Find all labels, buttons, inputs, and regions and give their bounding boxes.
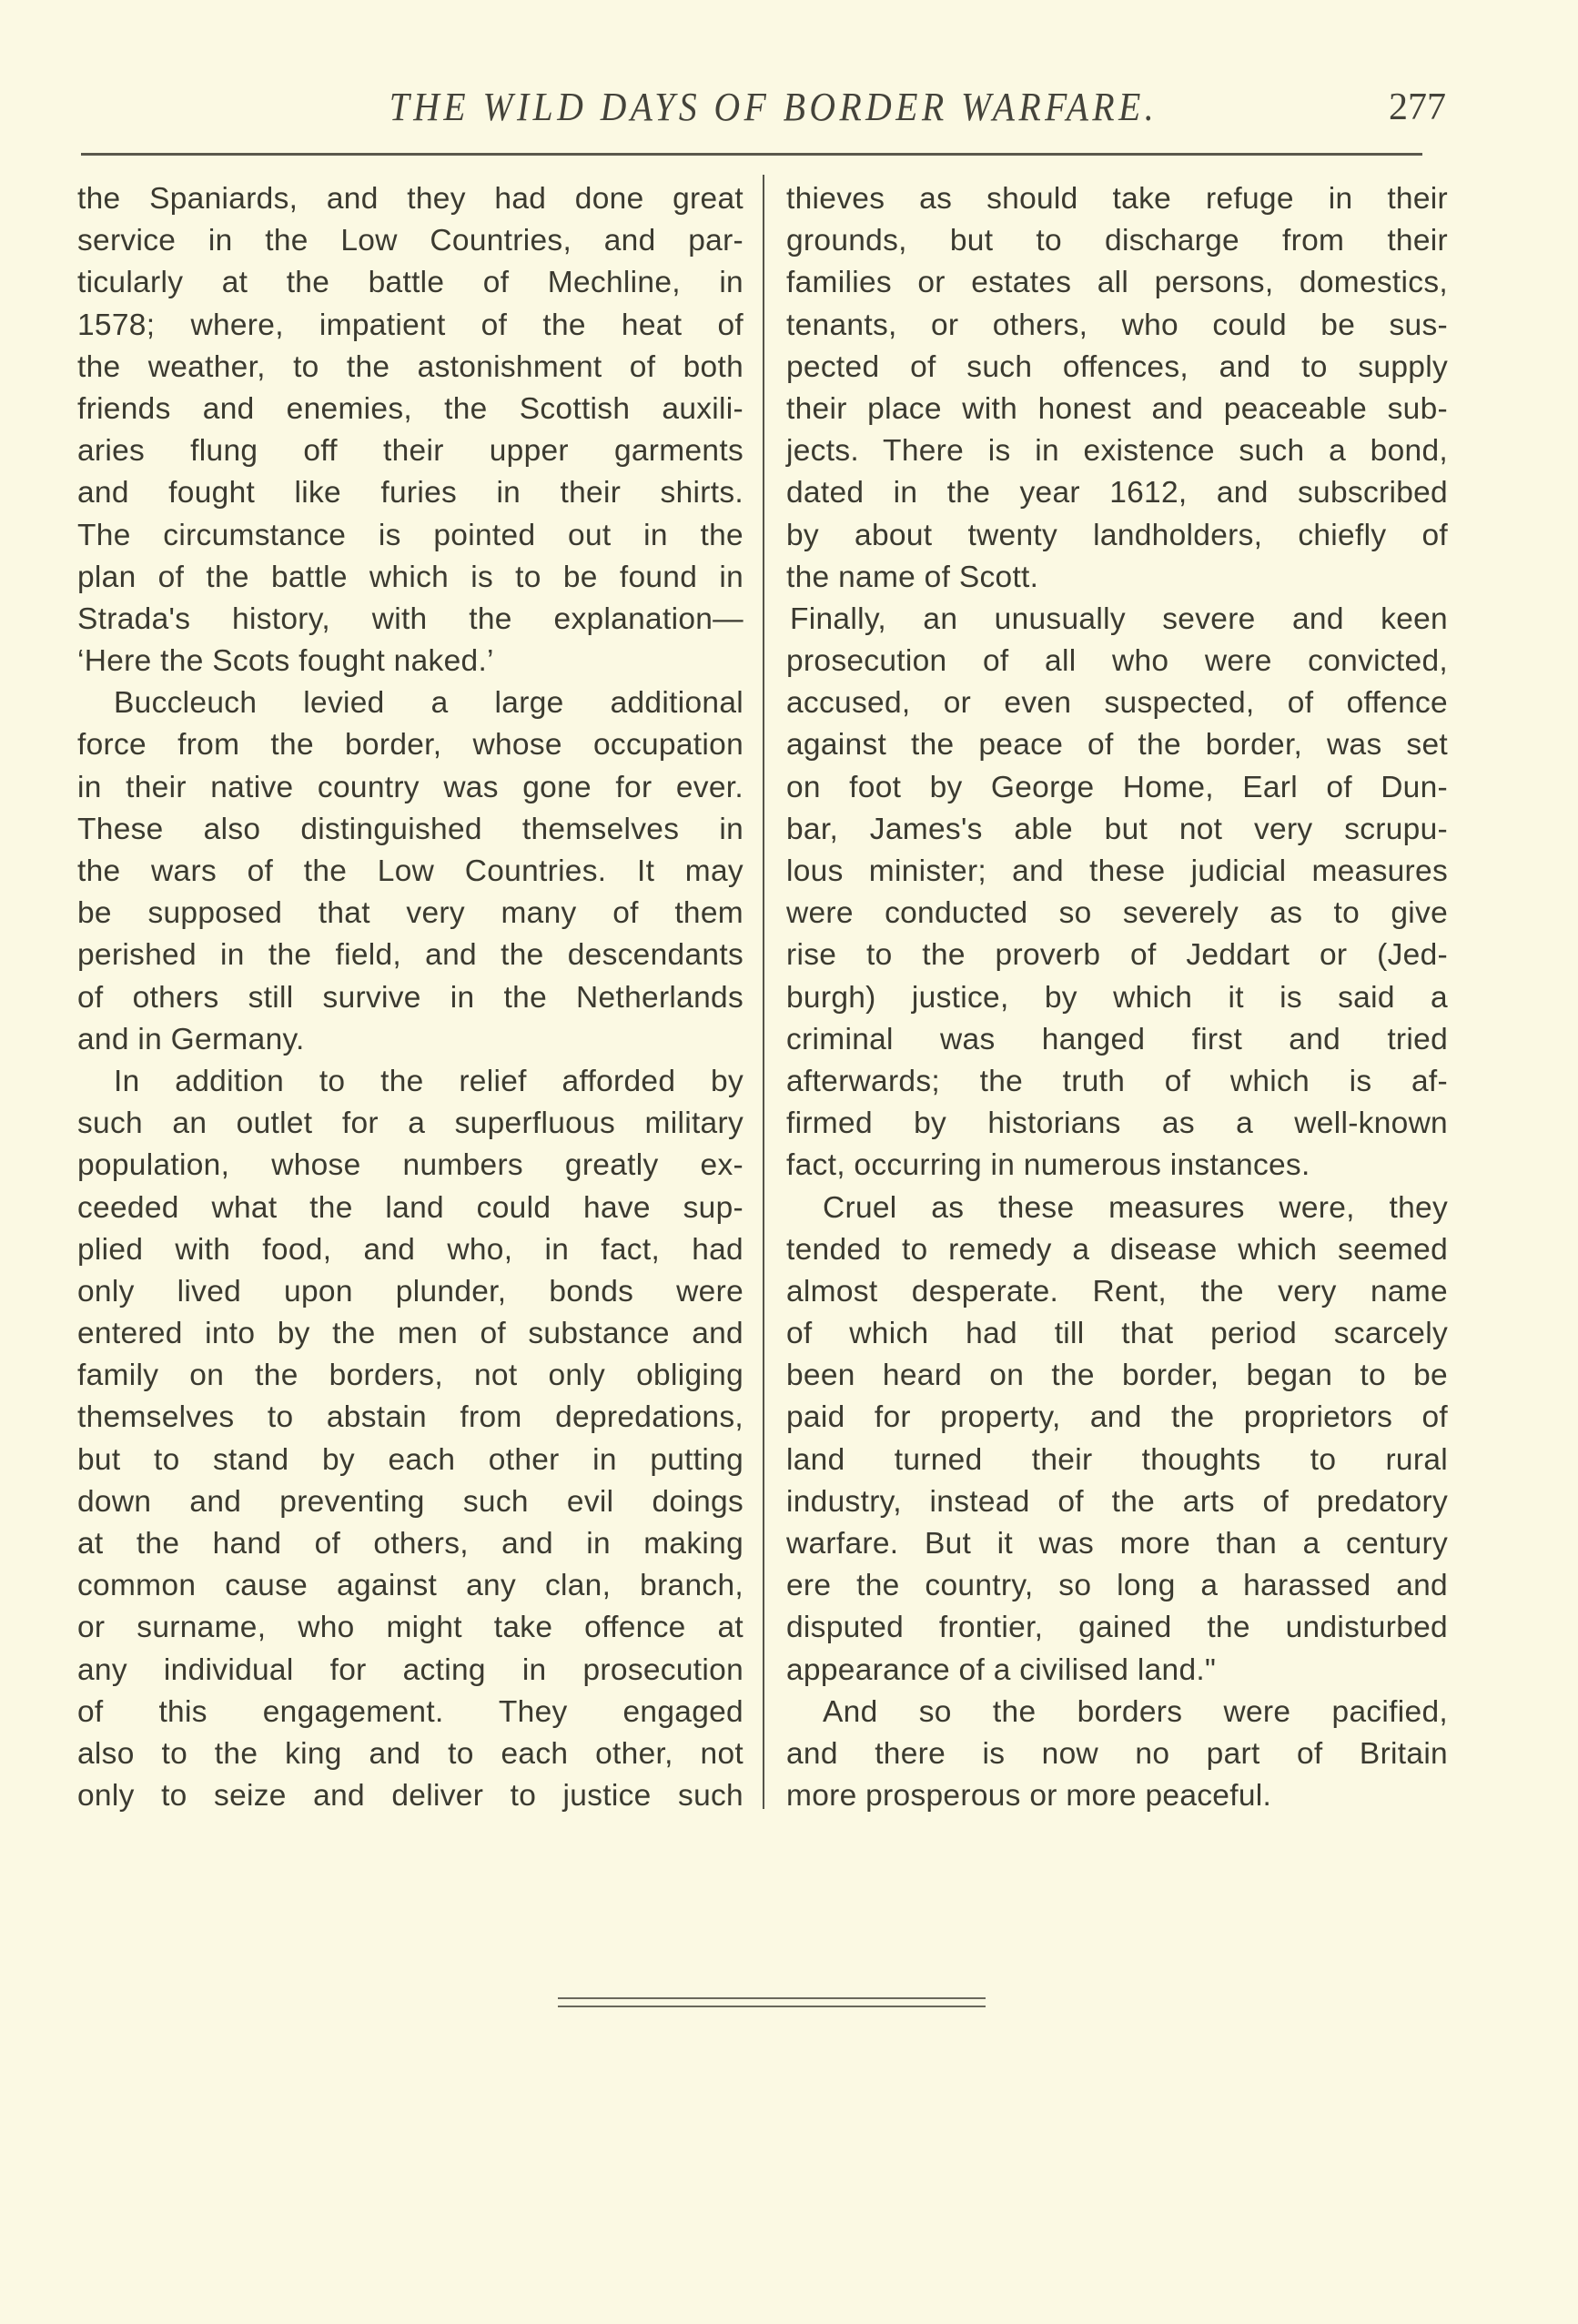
text-line: rise to the proverb of Jeddart or (Jed- <box>786 938 1448 973</box>
text-line: common cause against any clan, branch, <box>77 1569 743 1603</box>
text-line: Buccleuch levied a large additional <box>114 686 743 721</box>
right-column <box>786 178 1448 1817</box>
text-line: been heard on the border, began to be <box>786 1359 1448 1393</box>
paragraph <box>77 682 743 1061</box>
text-line: more prosperous or more peaceful. <box>786 1779 1272 1814</box>
text-line: population, whose numbers greatly ex- <box>77 1148 743 1183</box>
text-line: and in Germany. <box>77 1022 305 1056</box>
text-line: jects. There is in existence such a bond, <box>786 434 1448 469</box>
text-line: at the hand of others, and in making <box>77 1527 743 1561</box>
text-line: of others still survive in the Netherlands <box>77 980 743 1015</box>
text-line: land turned their thoughts to rural <box>786 1442 1448 1477</box>
text-line: disputed frontier, gained the undisturbed <box>786 1611 1448 1645</box>
text-line: firmed by historians as a well-known <box>786 1106 1448 1141</box>
text-line: appearance of a civilised land." <box>786 1652 1217 1687</box>
text-line: fact, occurring in numerous instances. <box>786 1148 1310 1183</box>
text-line: were conducted so severely as to give <box>786 896 1448 931</box>
text-line: aries flung off their upper garments <box>77 434 743 469</box>
text-line: or surname, who might take offence at <box>77 1611 743 1645</box>
text-line: These also distinguished themselves in <box>77 812 743 846</box>
text-line: themselves to abstain from depredations, <box>77 1400 743 1435</box>
text-line: perished in the field, and the descendants <box>77 938 743 973</box>
text-line: dated in the year 1612, and subscribed <box>786 476 1448 510</box>
text-line: tended to remedy a disease which seemed <box>786 1232 1448 1267</box>
text-line: 1578; where, impatient of the heat of <box>77 308 743 342</box>
text-line: prosecution of all who were convicted, <box>786 644 1448 679</box>
text-line: And so the borders were pacified, <box>823 1694 1448 1729</box>
paragraph <box>786 1692 1448 1818</box>
text-line: down and preventing such evil doings <box>77 1484 743 1519</box>
text-line: their place with honest and peaceable sub- <box>786 391 1448 426</box>
text-line: and there is now no part of Britain <box>786 1736 1448 1771</box>
text-line: and fought like furies in their shirts. <box>77 476 743 510</box>
text-line: of which had till that period scarcely <box>786 1317 1448 1351</box>
text-line: such an outlet for a superfluous military <box>77 1106 743 1141</box>
text-line: accused, or even suspected, of offence <box>786 686 1448 721</box>
text-line: warfare. But it was more than a century <box>786 1527 1448 1561</box>
text-line: the weather, to the astonishment of both <box>77 349 743 384</box>
column-divider <box>763 175 764 1809</box>
text-line: the Spaniards, and they had done great <box>77 182 743 216</box>
text-line: Cruel as these measures were, they <box>823 1190 1448 1225</box>
end-rule-top <box>558 1997 986 1999</box>
text-line: afterwards; the truth of which is af- <box>786 1064 1448 1098</box>
text-line: force from the border, whose occupation <box>77 728 743 763</box>
text-line: tenants, or others, who could be sus- <box>786 308 1448 342</box>
text-line: friends and enemies, the Scottish auxili- <box>77 391 743 426</box>
header-rule <box>81 153 1422 156</box>
text-line: Finally, an unusually severe and keen <box>790 601 1448 636</box>
text-line: In addition to the relief afforded by <box>114 1064 743 1098</box>
text-line: in their native country was gone for ever. <box>77 770 743 804</box>
text-line: on foot by George Home, Earl of Dun- <box>786 770 1448 804</box>
text-line: entered into by the men of substance and <box>77 1317 743 1351</box>
text-line: The circumstance is pointed out in the <box>77 518 743 552</box>
text-line: plan of the battle which is to be found in <box>77 560 743 594</box>
text-line: bar, James's able but not very scrupu- <box>786 812 1448 846</box>
page-number: 277 <box>1389 86 1446 128</box>
text-line: by about twenty landholders, chiefly of <box>786 518 1448 552</box>
end-rule-bottom <box>558 2006 986 2007</box>
paragraph <box>77 178 743 682</box>
text-line: but to stand by each other in putting <box>77 1442 743 1477</box>
text-line: paid for property, and the proprietors of <box>786 1400 1448 1435</box>
paragraph <box>786 178 1448 599</box>
text-line: also to the king and to each other, not <box>77 1736 743 1771</box>
left-column <box>77 178 743 1817</box>
text-line: of this engagement. They engaged <box>77 1694 743 1729</box>
text-line: lous minister; and these judicial measures <box>786 854 1448 888</box>
text-line: ‘Here the Scots fought naked.’ <box>77 644 494 679</box>
running-head-title: THE WILD DAYS OF BORDER WARFARE. <box>389 85 1158 129</box>
text-line: only lived upon plunder, bonds were <box>77 1274 743 1309</box>
running-head <box>0 84 1578 138</box>
text-line: the name of Scott. <box>786 560 1039 594</box>
text-line: only to seize and deliver to justice such <box>77 1779 743 1814</box>
text-line: ticularly at the battle of Mechline, in <box>77 266 743 300</box>
text-line: industry, instead of the arts of predatory <box>786 1484 1448 1519</box>
text-line: grounds, but to discharge from their <box>786 224 1448 258</box>
text-line: any individual for acting in prosecution <box>77 1652 743 1687</box>
text-line: plied with food, and who, in fact, had <box>77 1232 743 1267</box>
text-line: pected of such offences, and to supply <box>786 349 1448 384</box>
text-line: families or estates all persons, domestics, <box>786 266 1448 300</box>
text-line: burgh) justice, by which it is said a <box>786 980 1448 1015</box>
paragraph <box>77 1061 743 1817</box>
text-line: family on the borders, not only obliging <box>77 1359 743 1393</box>
text-line: be supposed that very many of them <box>77 896 743 931</box>
text-line: ere the country, so long a harassed and <box>786 1569 1448 1603</box>
paragraph <box>786 1187 1448 1692</box>
text-line: service in the Low Countries, and par- <box>77 224 743 258</box>
text-line: almost desperate. Rent, the very name <box>786 1274 1448 1309</box>
text-line: ceeded what the land could have sup- <box>77 1190 743 1225</box>
paragraph <box>786 599 1448 1187</box>
text-line: against the peace of the border, was set <box>786 728 1448 763</box>
text-line: criminal was hanged first and tried <box>786 1022 1448 1056</box>
text-line: Strada's history, with the explanation— <box>77 601 743 636</box>
text-line: the wars of the Low Countries. It may <box>77 854 743 888</box>
text-line: thieves as should take refuge in their <box>786 182 1448 216</box>
